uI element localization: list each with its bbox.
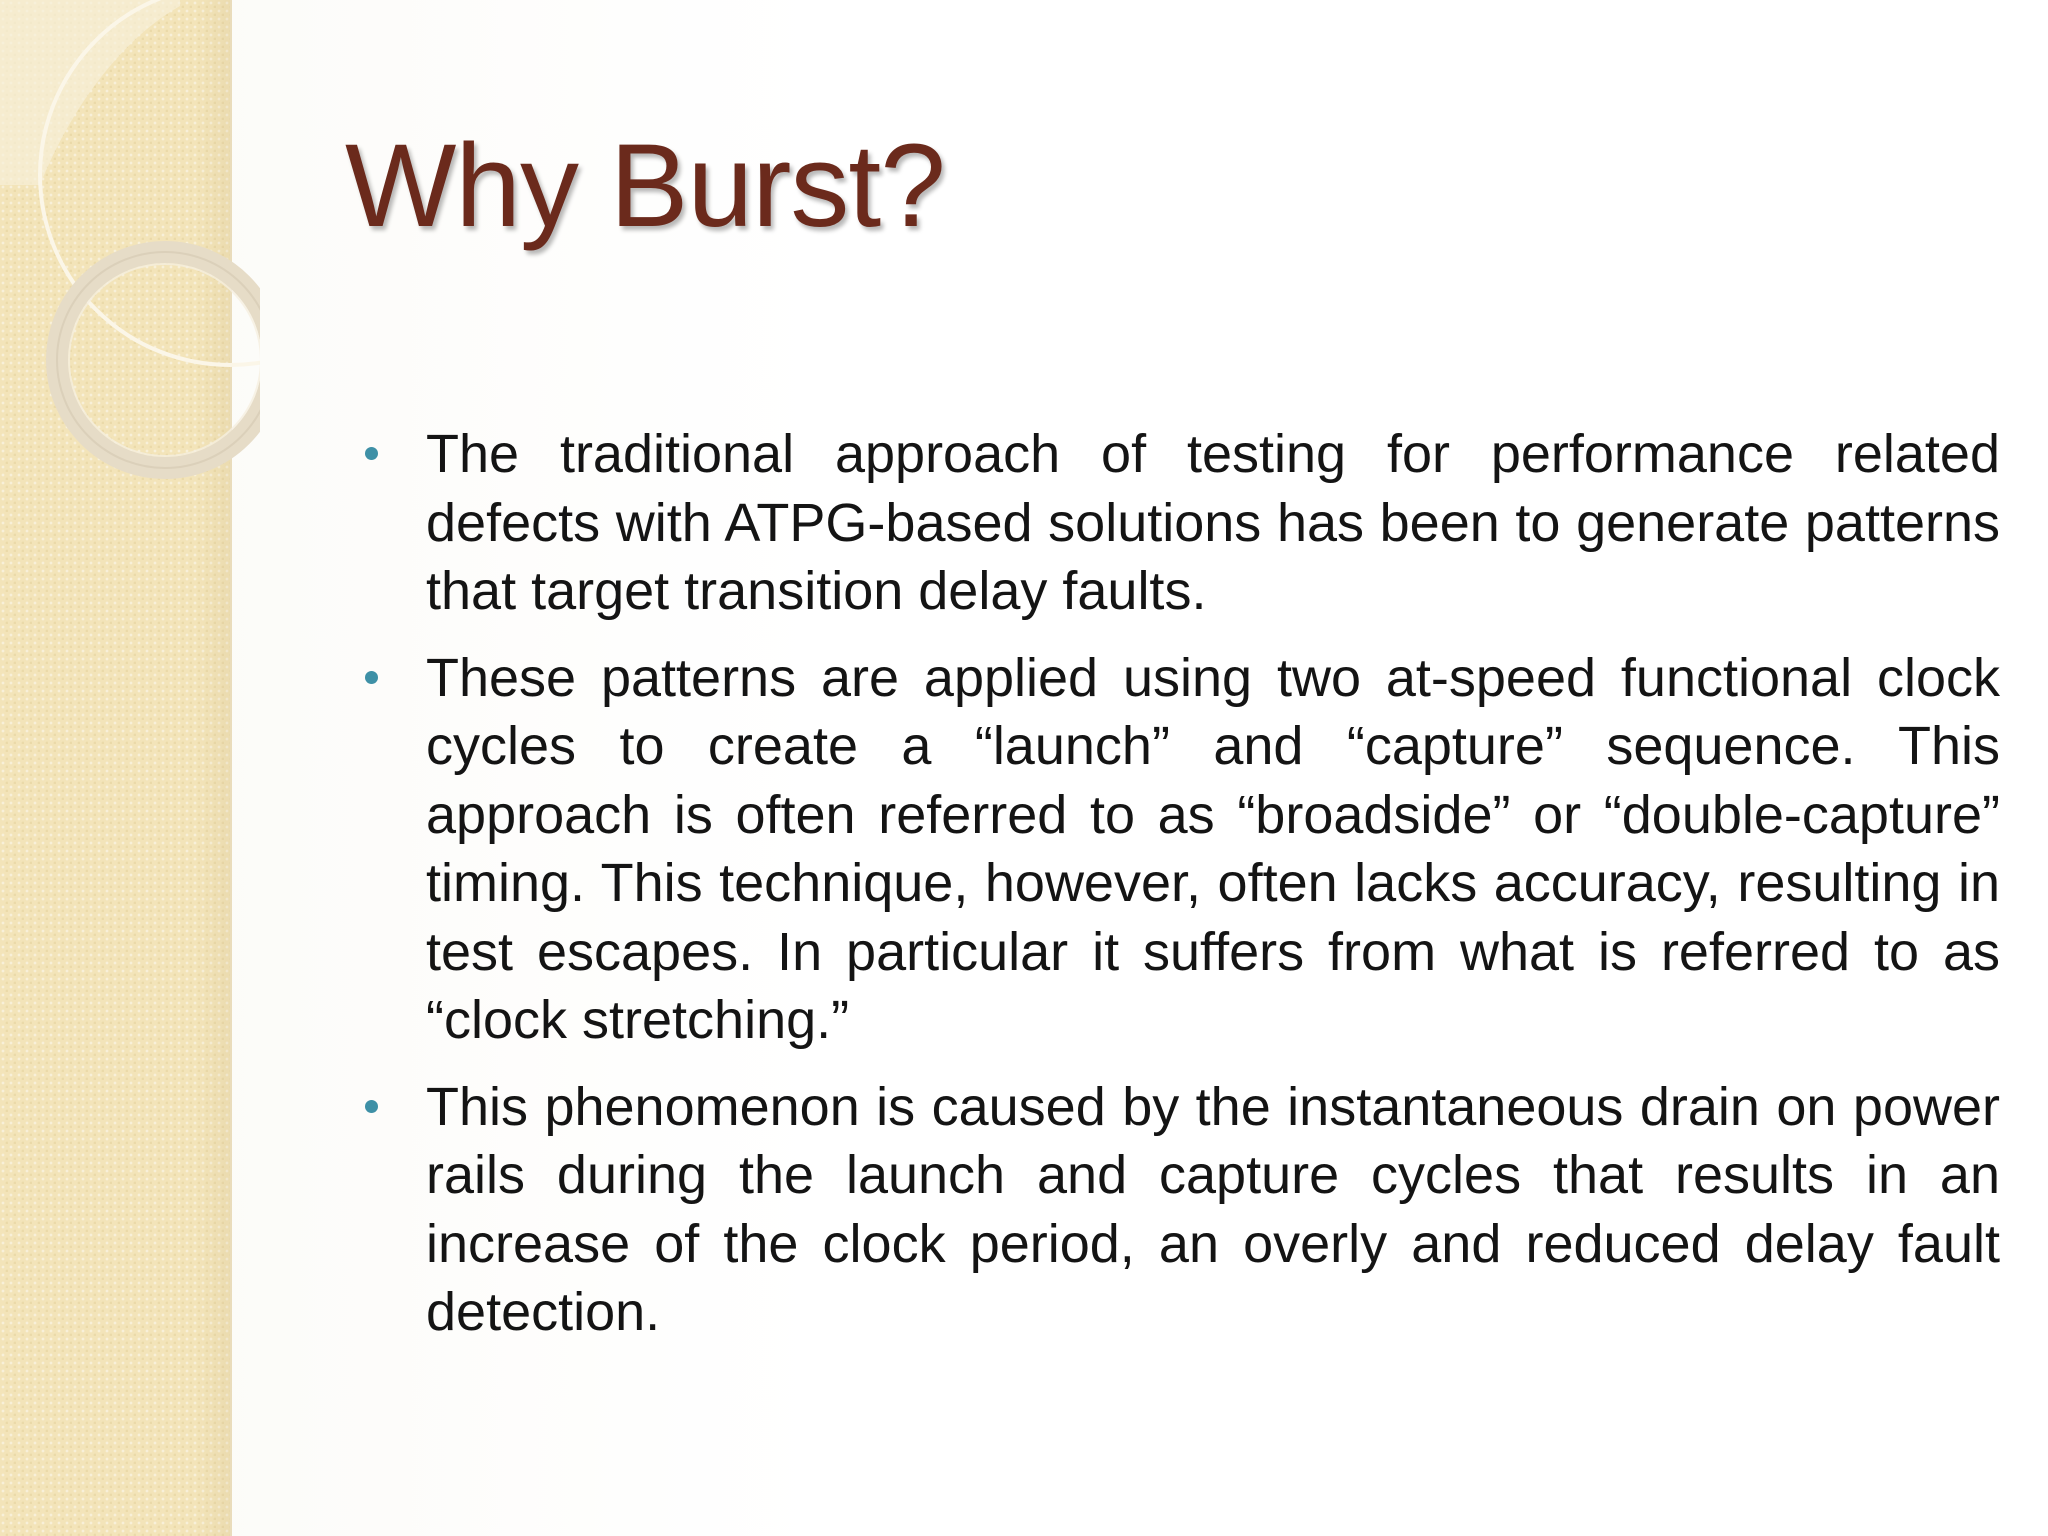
bullet-item-broadside-timing xyxy=(360,644,2000,1055)
bullet-dot-icon xyxy=(365,447,378,460)
bullet-item-traditional-approach xyxy=(360,420,2000,626)
bullet-dot-icon xyxy=(365,671,378,684)
decorative-rings-icon xyxy=(0,0,260,520)
bullet-item-clock-stretching-cause xyxy=(360,1073,2000,1347)
bullet-text: The traditional approach of testing for performance related defects with ATPG-based solutions has been to generate patterns that target transition delay faults. xyxy=(426,424,2000,621)
bullet-text: These patterns are applied using two at-speed functional clock cycles to create a “launch” and “capture” sequence. This approach is often referred to as “broadside” or “double-capture” timing. This technique, however, often lacks accuracy, resulting in test escapes. In particular it suffers from what is referred to as “clock stretching.” xyxy=(426,647,2000,1050)
bullet-text: This phenomenon is caused by the instantaneous drain on power rails during the launch and capture cycles that results in an increase of the clock period, an overly and reduced delay fault detection. xyxy=(426,1076,2000,1342)
slide-title: Why Burst? xyxy=(345,120,945,252)
bullet-dot-icon xyxy=(365,1100,378,1113)
bullet-list xyxy=(360,420,2000,1365)
